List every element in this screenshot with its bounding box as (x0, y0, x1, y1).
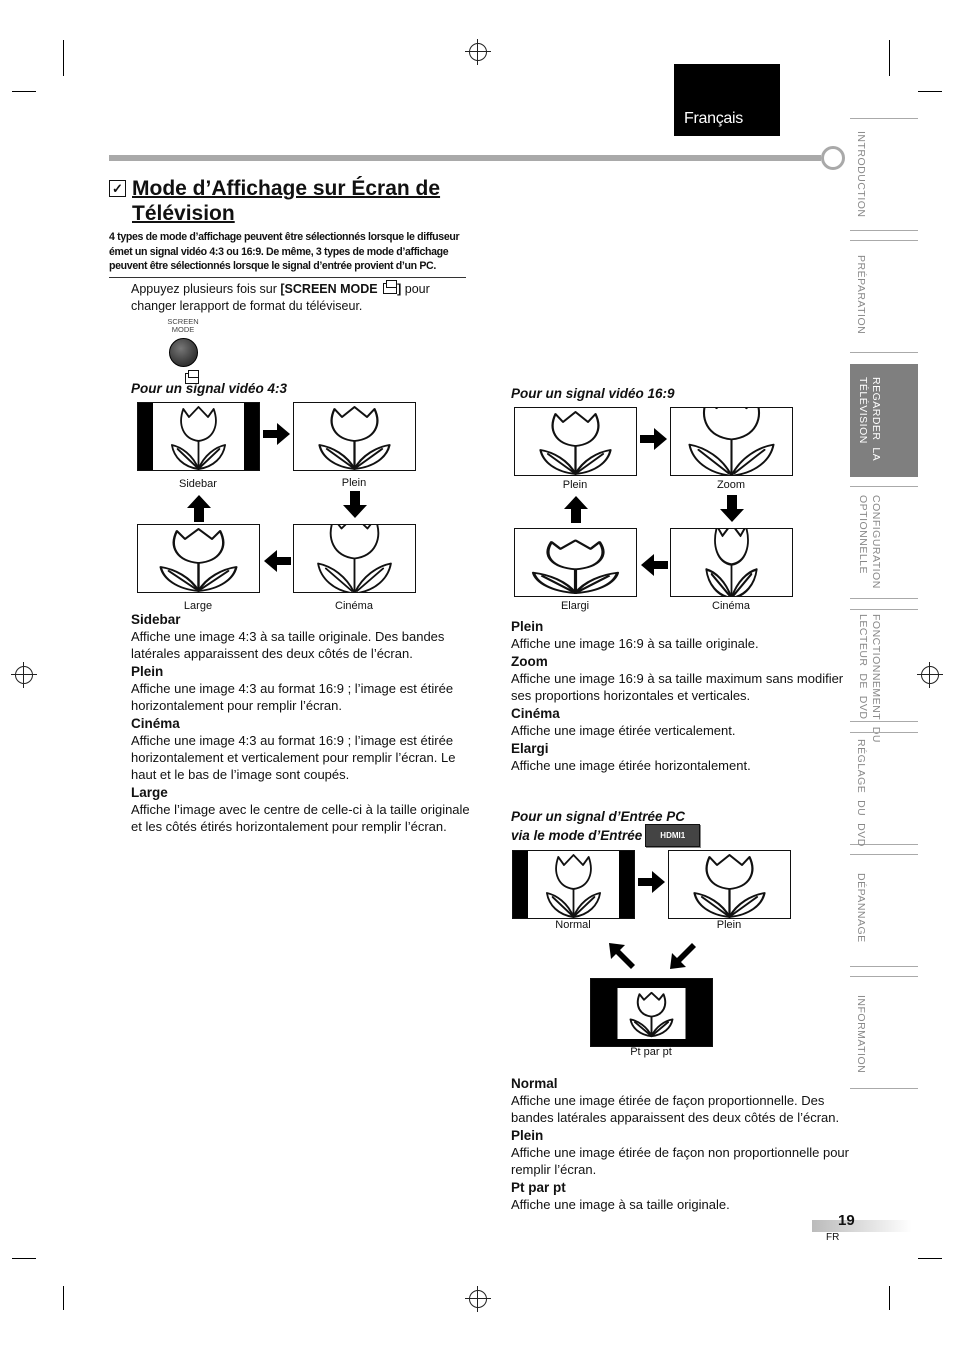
tulip-illustration (671, 408, 792, 475)
tulip-illustration (669, 851, 790, 918)
page-number: 19 (838, 1212, 855, 1229)
description-list-16-9: Plein Affiche une image 16:9 à sa taille originale. Zoom Affiche une image 16:9 à sa taille maximum sans modifier ses proportions horizontales et verticales. Cinéma Affiche une image étirée verticalement. Elargi Affiche une image étirée horizontalement. (511, 619, 844, 773)
mode-frame-elargi (514, 528, 637, 597)
arrow-down-left-icon (669, 942, 697, 975)
tulip-illustration (671, 529, 792, 596)
arrow-up-icon (562, 495, 590, 528)
mode-frame-normal (512, 850, 635, 919)
header-rule (109, 155, 821, 161)
caption-pt-par-pt: Pt par pt (630, 1046, 672, 1058)
mode-frame-pt-par-pt (590, 978, 713, 1047)
arrow-down-icon (341, 491, 369, 524)
header-rule-end (821, 146, 845, 170)
side-tab-information[interactable]: INFORMATION (850, 976, 918, 1089)
arrow-up-left-icon (608, 942, 636, 975)
section-heading-16-9: Pour un signal vidéo 16:9 (511, 386, 675, 401)
mode-frame-cinema (293, 524, 416, 593)
caption-sidebar: Sidebar (179, 478, 217, 490)
mode-frame-cinema-169 (670, 528, 793, 597)
registration-mark-icon (921, 666, 939, 684)
hdmi-badge: HDMI1 (645, 824, 700, 847)
mode-frame-plein-pc (668, 850, 791, 919)
caption-cinema-169: Cinéma (712, 600, 750, 612)
tulip-illustration (513, 851, 634, 918)
side-tab-fonctionnement-lecteur-dvd[interactable]: FONCTIONNEMENT DU LECTEUR DE DVD (850, 609, 918, 722)
caption-zoom: Zoom (716, 479, 746, 491)
intro-text: 4 types de mode d’affichage peuvent être sélectionnés lorsque le diffuseur émet un signal vidéo 4:3 ou 16:9. De même, 3 types de mode d’affichage peuvent être sélectionnés lorsque le signal d’entrée provient d’un PC. (109, 231, 460, 272)
mode-frame-plein-169 (514, 407, 637, 476)
side-tab-reglage-du-dvd[interactable]: RÉGLAGE DU DVD (850, 732, 918, 845)
side-tab-depannage[interactable]: DÉPANNAGE (850, 854, 918, 967)
mode-frame-sidebar (137, 402, 260, 471)
description-list-4-3: Sidebar Affiche une image 4:3 à sa taille originale. Des bandes latérales apparaissent des deux côtés de l’écran. Plein Affiche une image 4:3 au format 16:9 ; l’image est étirée horizontalement pour remplir l’écran. Cinéma Affiche une image 4:3 au format 16:9 ; l’image est étirée horizontalement et verticalement pour remplir l’écran. Le haut et le bas de l’image sont coupés. Large Affiche l’image avec le centre de celle-ci à la taille originale et les côtés étirés horizontalement pour remplir l’écran. (131, 612, 470, 834)
arrow-left-icon (640, 553, 668, 582)
side-tab-introduction[interactable]: INTRODUCTION (850, 118, 918, 231)
page-title (109, 176, 469, 226)
arrow-right-icon (263, 422, 291, 451)
caption-elargi: Elargi (560, 600, 590, 612)
arrow-right-icon (638, 870, 666, 899)
arrow-down-icon (718, 495, 746, 528)
arrow-up-icon (185, 494, 213, 527)
registration-mark-icon (469, 1290, 487, 1308)
registration-mark-icon (15, 666, 33, 684)
language-tab: Français (674, 64, 780, 136)
caption-plein: Plein (341, 477, 367, 489)
side-tab-regarder-la-television[interactable]: REGARDER LA TÉLÉVISION (850, 364, 918, 477)
tulip-illustration (138, 525, 259, 592)
arrow-right-icon (640, 427, 668, 456)
remote-button-label: SCREEN MODE (167, 317, 199, 334)
intro-divider (109, 277, 466, 278)
tulip-illustration (515, 529, 636, 596)
arrow-left-icon (263, 549, 291, 578)
page-number-bar (812, 1220, 912, 1232)
screen-mode-icon (383, 283, 397, 294)
side-tab-configuration-optionnelle[interactable]: CONFIGURATION OPTIONNELLE (850, 486, 918, 599)
page-language: FR (826, 1232, 840, 1243)
mode-frame-large (137, 524, 260, 593)
side-tab-preparation[interactable]: PRÉPARATION (850, 240, 918, 353)
instruction-step: Appuyez plusieurs fois sur [SCREEN MODE ] pour changer lerapport de format du téléviseur. (131, 282, 430, 313)
title-line-1: Mode d’Affichage sur Écran de (132, 177, 441, 200)
caption-plein-169: Plein (562, 479, 588, 491)
screen-mode-remote-button (169, 338, 198, 367)
checkbox-icon: ✓ (109, 180, 126, 197)
tulip-illustration (591, 979, 712, 1046)
tulip-illustration (294, 525, 415, 592)
caption-cinema: Cinéma (335, 600, 373, 612)
mode-frame-plein (293, 402, 416, 471)
registration-mark-icon (469, 43, 487, 61)
tulip-illustration (294, 403, 415, 470)
section-heading-4-3: Pour un signal vidéo 4:3 (131, 381, 288, 396)
section-heading-pc: Pour un signal d’Entrée PC via le mode d’Entrée HDMI1 (511, 807, 700, 849)
tulip-illustration (515, 408, 636, 475)
tulip-illustration (138, 403, 259, 470)
title-line-2: Télévision (132, 202, 235, 225)
caption-normal: Normal (555, 919, 591, 931)
caption-large: Large (183, 600, 213, 612)
description-list-pc: Normal Affiche une image étirée de façon proportionnelle. Des bandes latérales apparaissent des deux côtés de l’écran. Plein Affiche une image étirée de façon non proportionnelle pour remplir l’écran. Pt par pt Affiche une image à sa taille originale. (511, 1076, 849, 1212)
mode-frame-zoom (670, 407, 793, 476)
caption-plein-pc: Plein (716, 919, 742, 931)
